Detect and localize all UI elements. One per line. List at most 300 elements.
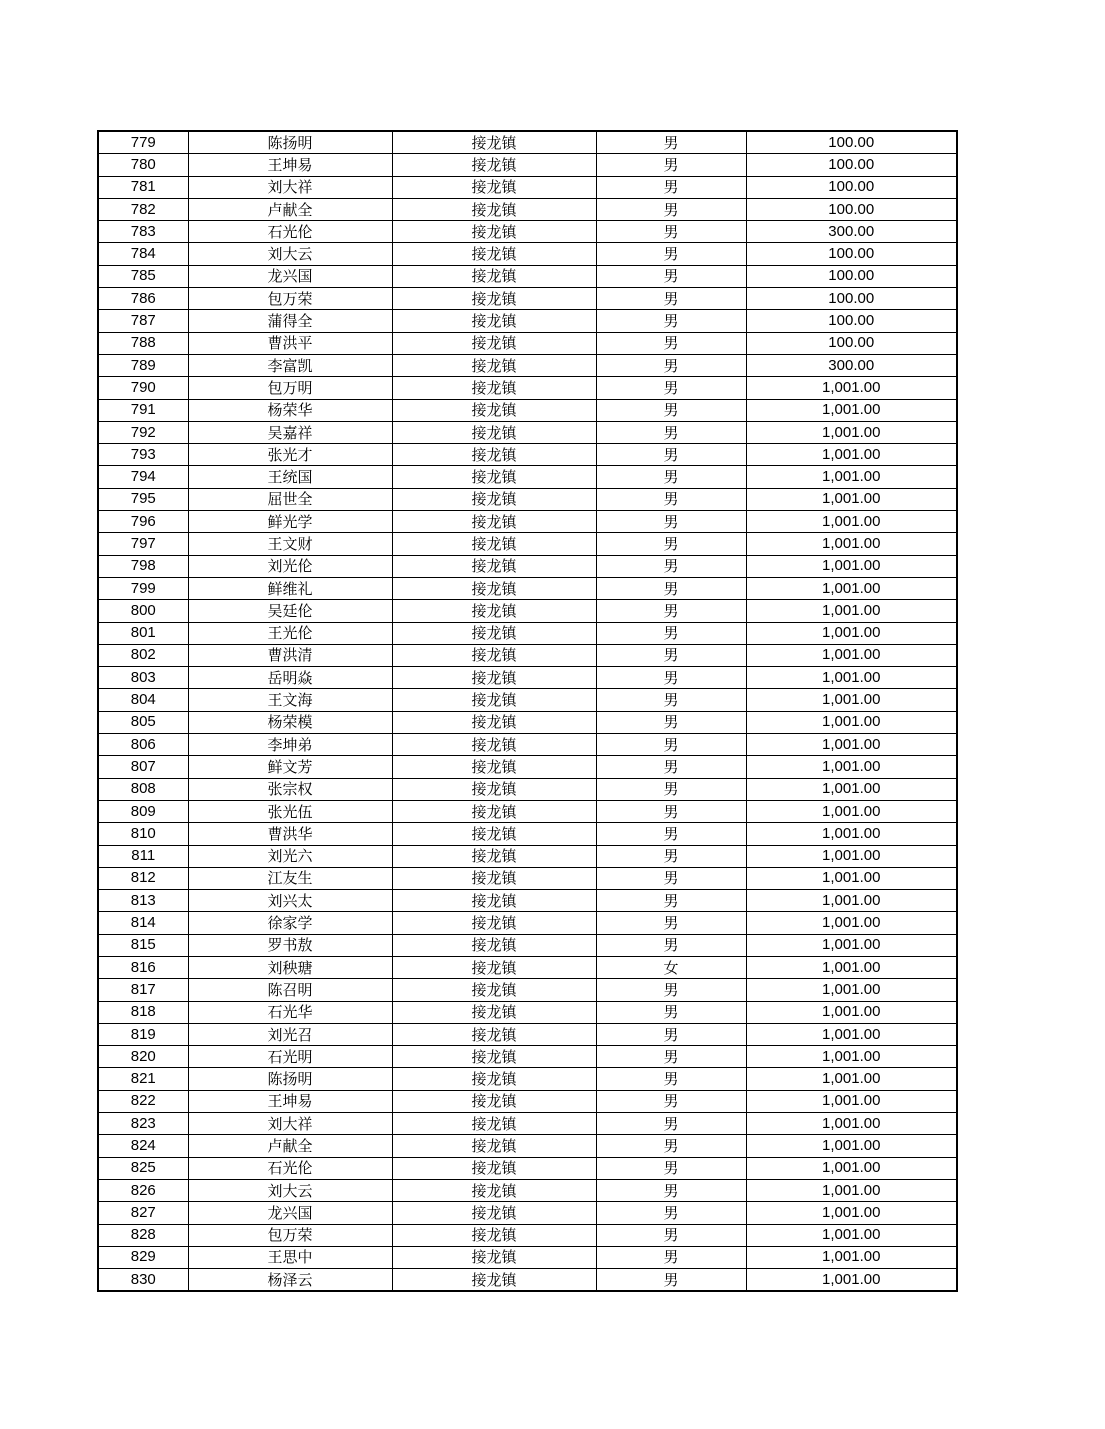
name-cell: 张光才 — [188, 444, 392, 466]
gender-cell: 男 — [596, 377, 746, 399]
serial-number-cell: 813 — [98, 890, 188, 912]
town-cell: 接龙镇 — [392, 332, 596, 354]
amount-cell: 100.00 — [746, 332, 957, 354]
serial-number-cell: 806 — [98, 734, 188, 756]
table-row — [98, 934, 957, 956]
amount-cell: 1,001.00 — [746, 1269, 957, 1292]
serial-number-cell: 804 — [98, 689, 188, 711]
town-cell: 接龙镇 — [392, 1224, 596, 1246]
name-cell: 石光华 — [188, 1001, 392, 1023]
table-row — [98, 979, 957, 1001]
town-cell: 接龙镇 — [392, 1202, 596, 1224]
name-cell: 卢献全 — [188, 198, 392, 220]
serial-number-cell: 783 — [98, 221, 188, 243]
gender-cell: 男 — [596, 734, 746, 756]
gender-cell: 男 — [596, 756, 746, 778]
name-cell: 杨泽云 — [188, 1269, 392, 1292]
town-cell: 接龙镇 — [392, 734, 596, 756]
gender-cell: 男 — [596, 1068, 746, 1090]
name-cell: 刘光召 — [188, 1023, 392, 1045]
gender-cell: 男 — [596, 555, 746, 577]
town-cell: 接龙镇 — [392, 577, 596, 599]
table-row — [98, 667, 957, 689]
amount-cell: 1,001.00 — [746, 689, 957, 711]
town-cell: 接龙镇 — [392, 600, 596, 622]
amount-cell: 1,001.00 — [746, 1090, 957, 1112]
serial-number-cell: 823 — [98, 1113, 188, 1135]
serial-number-cell: 820 — [98, 1046, 188, 1068]
name-cell: 陈扬明 — [188, 131, 392, 154]
amount-cell: 1,001.00 — [746, 1157, 957, 1179]
name-cell: 包万明 — [188, 377, 392, 399]
town-cell: 接龙镇 — [392, 511, 596, 533]
name-cell: 曹洪清 — [188, 644, 392, 666]
amount-cell: 100.00 — [746, 243, 957, 265]
gender-cell: 男 — [596, 1157, 746, 1179]
town-cell: 接龙镇 — [392, 1068, 596, 1090]
serial-number-cell: 799 — [98, 577, 188, 599]
amount-cell: 100.00 — [746, 131, 957, 154]
serial-number-cell: 812 — [98, 867, 188, 889]
amount-cell: 1,001.00 — [746, 444, 957, 466]
name-cell: 吴廷伦 — [188, 600, 392, 622]
serial-number-cell: 800 — [98, 600, 188, 622]
table-row — [98, 354, 957, 376]
amount-cell: 1,001.00 — [746, 711, 957, 733]
name-cell: 包万荣 — [188, 1224, 392, 1246]
town-cell: 接龙镇 — [392, 154, 596, 176]
name-cell: 徐家学 — [188, 912, 392, 934]
serial-number-cell: 826 — [98, 1179, 188, 1201]
name-cell: 王文财 — [188, 533, 392, 555]
table-row — [98, 912, 957, 934]
gender-cell: 男 — [596, 1046, 746, 1068]
gender-cell: 男 — [596, 310, 746, 332]
table-row — [98, 466, 957, 488]
town-cell: 接龙镇 — [392, 533, 596, 555]
name-cell: 岳明焱 — [188, 667, 392, 689]
gender-cell: 男 — [596, 354, 746, 376]
table-row — [98, 288, 957, 310]
serial-number-cell: 781 — [98, 176, 188, 198]
town-cell: 接龙镇 — [392, 867, 596, 889]
amount-cell: 1,001.00 — [746, 912, 957, 934]
name-cell: 曹洪平 — [188, 332, 392, 354]
town-cell: 接龙镇 — [392, 756, 596, 778]
serial-number-cell: 822 — [98, 1090, 188, 1112]
amount-cell: 1,001.00 — [746, 756, 957, 778]
town-cell: 接龙镇 — [392, 1046, 596, 1068]
serial-number-cell: 798 — [98, 555, 188, 577]
town-cell: 接龙镇 — [392, 1179, 596, 1201]
table-row — [98, 1246, 957, 1268]
table-row — [98, 644, 957, 666]
serial-number-cell: 801 — [98, 622, 188, 644]
name-cell: 李坤弟 — [188, 734, 392, 756]
town-cell: 接龙镇 — [392, 890, 596, 912]
town-cell: 接龙镇 — [392, 243, 596, 265]
town-cell: 接龙镇 — [392, 667, 596, 689]
serial-number-cell: 779 — [98, 131, 188, 154]
serial-number-cell: 785 — [98, 265, 188, 287]
town-cell: 接龙镇 — [392, 823, 596, 845]
amount-cell: 100.00 — [746, 288, 957, 310]
table-row — [98, 332, 957, 354]
gender-cell: 男 — [596, 176, 746, 198]
amount-cell: 1,001.00 — [746, 956, 957, 978]
town-cell: 接龙镇 — [392, 622, 596, 644]
table-row — [98, 176, 957, 198]
amount-cell: 1,001.00 — [746, 555, 957, 577]
town-cell: 接龙镇 — [392, 198, 596, 220]
serial-number-cell: 796 — [98, 511, 188, 533]
gender-cell: 男 — [596, 867, 746, 889]
table-row — [98, 734, 957, 756]
town-cell: 接龙镇 — [392, 979, 596, 1001]
name-cell: 鲜文芳 — [188, 756, 392, 778]
amount-cell: 1,001.00 — [746, 845, 957, 867]
serial-number-cell: 815 — [98, 934, 188, 956]
amount-cell: 1,001.00 — [746, 1068, 957, 1090]
name-cell: 刘秧瑭 — [188, 956, 392, 978]
serial-number-cell: 792 — [98, 421, 188, 443]
town-cell: 接龙镇 — [392, 1090, 596, 1112]
serial-number-cell: 809 — [98, 800, 188, 822]
amount-cell: 1,001.00 — [746, 600, 957, 622]
town-cell: 接龙镇 — [392, 912, 596, 934]
amount-cell: 1,001.00 — [746, 622, 957, 644]
name-cell: 卢献全 — [188, 1135, 392, 1157]
gender-cell: 男 — [596, 332, 746, 354]
name-cell: 刘光伦 — [188, 555, 392, 577]
amount-cell: 100.00 — [746, 198, 957, 220]
serial-number-cell: 788 — [98, 332, 188, 354]
gender-cell: 男 — [596, 1179, 746, 1201]
serial-number-cell: 830 — [98, 1269, 188, 1292]
gender-cell: 男 — [596, 711, 746, 733]
town-cell: 接龙镇 — [392, 488, 596, 510]
serial-number-cell: 808 — [98, 778, 188, 800]
gender-cell: 男 — [596, 243, 746, 265]
amount-cell: 1,001.00 — [746, 1202, 957, 1224]
serial-number-cell: 805 — [98, 711, 188, 733]
table-row — [98, 867, 957, 889]
amount-cell: 1,001.00 — [746, 1001, 957, 1023]
amount-cell: 1,001.00 — [746, 577, 957, 599]
amount-cell: 1,001.00 — [746, 890, 957, 912]
table-row — [98, 377, 957, 399]
amount-cell: 1,001.00 — [746, 533, 957, 555]
table-row — [98, 1090, 957, 1112]
serial-number-cell: 819 — [98, 1023, 188, 1045]
amount-cell: 1,001.00 — [746, 1023, 957, 1045]
amount-cell: 1,001.00 — [746, 644, 957, 666]
amount-cell: 1,001.00 — [746, 778, 957, 800]
table-row — [98, 310, 957, 332]
name-cell: 曹洪华 — [188, 823, 392, 845]
serial-number-cell: 802 — [98, 644, 188, 666]
name-cell: 罗书敖 — [188, 934, 392, 956]
table-row — [98, 131, 957, 154]
table-row — [98, 243, 957, 265]
name-cell: 包万荣 — [188, 288, 392, 310]
table-row — [98, 778, 957, 800]
table-row — [98, 421, 957, 443]
gender-cell: 男 — [596, 1001, 746, 1023]
name-cell: 石光明 — [188, 1046, 392, 1068]
serial-number-cell: 786 — [98, 288, 188, 310]
table-row — [98, 488, 957, 510]
serial-number-cell: 811 — [98, 845, 188, 867]
name-cell: 屈世全 — [188, 488, 392, 510]
gender-cell: 男 — [596, 912, 746, 934]
gender-cell: 男 — [596, 689, 746, 711]
gender-cell: 男 — [596, 154, 746, 176]
serial-number-cell: 789 — [98, 354, 188, 376]
serial-number-cell: 817 — [98, 979, 188, 1001]
gender-cell: 男 — [596, 778, 746, 800]
gender-cell: 男 — [596, 1023, 746, 1045]
name-cell: 王坤易 — [188, 154, 392, 176]
gender-cell: 男 — [596, 198, 746, 220]
gender-cell: 男 — [596, 934, 746, 956]
amount-cell: 1,001.00 — [746, 1246, 957, 1268]
amount-cell: 1,001.00 — [746, 1224, 957, 1246]
name-cell: 王统国 — [188, 466, 392, 488]
table-row — [98, 756, 957, 778]
amount-cell: 1,001.00 — [746, 1046, 957, 1068]
gender-cell: 男 — [596, 1246, 746, 1268]
serial-number-cell: 782 — [98, 198, 188, 220]
serial-number-cell: 824 — [98, 1135, 188, 1157]
serial-number-cell: 784 — [98, 243, 188, 265]
gender-cell: 男 — [596, 221, 746, 243]
town-cell: 接龙镇 — [392, 778, 596, 800]
town-cell: 接龙镇 — [392, 555, 596, 577]
table-row — [98, 399, 957, 421]
gender-cell: 男 — [596, 800, 746, 822]
gender-cell: 男 — [596, 1269, 746, 1292]
town-cell: 接龙镇 — [392, 644, 596, 666]
name-cell: 刘兴太 — [188, 890, 392, 912]
table-row — [98, 1224, 957, 1246]
name-cell: 杨荣模 — [188, 711, 392, 733]
amount-cell: 1,001.00 — [746, 867, 957, 889]
town-cell: 接龙镇 — [392, 176, 596, 198]
amount-cell: 1,001.00 — [746, 1135, 957, 1157]
amount-cell: 300.00 — [746, 221, 957, 243]
serial-number-cell: 790 — [98, 377, 188, 399]
gender-cell: 男 — [596, 823, 746, 845]
serial-number-cell: 794 — [98, 466, 188, 488]
gender-cell: 男 — [596, 1202, 746, 1224]
name-cell: 杨荣华 — [188, 399, 392, 421]
town-cell: 接龙镇 — [392, 466, 596, 488]
table-body — [98, 131, 957, 1291]
serial-number-cell: 816 — [98, 956, 188, 978]
table-row — [98, 823, 957, 845]
town-cell: 接龙镇 — [392, 421, 596, 443]
serial-number-cell: 791 — [98, 399, 188, 421]
serial-number-cell: 793 — [98, 444, 188, 466]
serial-number-cell: 797 — [98, 533, 188, 555]
town-cell: 接龙镇 — [392, 956, 596, 978]
name-cell: 张光伍 — [188, 800, 392, 822]
gender-cell: 男 — [596, 444, 746, 466]
table-row — [98, 845, 957, 867]
table-row — [98, 555, 957, 577]
serial-number-cell: 787 — [98, 310, 188, 332]
town-cell: 接龙镇 — [392, 354, 596, 376]
town-cell: 接龙镇 — [392, 845, 596, 867]
data-table — [97, 130, 958, 1292]
serial-number-cell: 821 — [98, 1068, 188, 1090]
gender-cell: 男 — [596, 667, 746, 689]
name-cell: 李富凯 — [188, 354, 392, 376]
table-row — [98, 1179, 957, 1201]
town-cell: 接龙镇 — [392, 1269, 596, 1292]
serial-number-cell: 829 — [98, 1246, 188, 1268]
table-row — [98, 221, 957, 243]
gender-cell: 男 — [596, 644, 746, 666]
amount-cell: 1,001.00 — [746, 823, 957, 845]
town-cell: 接龙镇 — [392, 1113, 596, 1135]
name-cell: 刘大祥 — [188, 176, 392, 198]
name-cell: 刘光六 — [188, 845, 392, 867]
gender-cell: 男 — [596, 288, 746, 310]
table-row — [98, 1046, 957, 1068]
amount-cell: 1,001.00 — [746, 734, 957, 756]
gender-cell: 男 — [596, 577, 746, 599]
table-row — [98, 1157, 957, 1179]
table-row — [98, 154, 957, 176]
town-cell: 接龙镇 — [392, 444, 596, 466]
table-row — [98, 711, 957, 733]
name-cell: 石光伦 — [188, 1157, 392, 1179]
gender-cell: 男 — [596, 488, 746, 510]
town-cell: 接龙镇 — [392, 1246, 596, 1268]
gender-cell: 男 — [596, 1135, 746, 1157]
serial-number-cell: 825 — [98, 1157, 188, 1179]
amount-cell: 1,001.00 — [746, 399, 957, 421]
name-cell: 龙兴国 — [188, 265, 392, 287]
name-cell: 王文海 — [188, 689, 392, 711]
town-cell: 接龙镇 — [392, 265, 596, 287]
gender-cell: 男 — [596, 466, 746, 488]
gender-cell: 男 — [596, 979, 746, 1001]
name-cell: 刘大云 — [188, 243, 392, 265]
gender-cell: 女 — [596, 956, 746, 978]
table-row — [98, 800, 957, 822]
table-row — [98, 577, 957, 599]
name-cell: 陈扬明 — [188, 1068, 392, 1090]
gender-cell: 男 — [596, 131, 746, 154]
gender-cell: 男 — [596, 890, 746, 912]
town-cell: 接龙镇 — [392, 800, 596, 822]
gender-cell: 男 — [596, 421, 746, 443]
name-cell: 鲜维礼 — [188, 577, 392, 599]
name-cell: 王思中 — [188, 1246, 392, 1268]
serial-number-cell: 780 — [98, 154, 188, 176]
gender-cell: 男 — [596, 1224, 746, 1246]
town-cell: 接龙镇 — [392, 934, 596, 956]
table-row — [98, 1068, 957, 1090]
name-cell: 刘大云 — [188, 1179, 392, 1201]
amount-cell: 1,001.00 — [746, 377, 957, 399]
table-row — [98, 1113, 957, 1135]
town-cell: 接龙镇 — [392, 377, 596, 399]
table-row — [98, 1001, 957, 1023]
table-row — [98, 1023, 957, 1045]
table-row — [98, 890, 957, 912]
serial-number-cell: 827 — [98, 1202, 188, 1224]
gender-cell: 男 — [596, 265, 746, 287]
amount-cell: 300.00 — [746, 354, 957, 376]
town-cell: 接龙镇 — [392, 131, 596, 154]
name-cell: 吴嘉祥 — [188, 421, 392, 443]
name-cell: 陈召明 — [188, 979, 392, 1001]
table-row — [98, 956, 957, 978]
town-cell: 接龙镇 — [392, 221, 596, 243]
town-cell: 接龙镇 — [392, 1001, 596, 1023]
name-cell: 石光伦 — [188, 221, 392, 243]
amount-cell: 100.00 — [746, 265, 957, 287]
amount-cell: 1,001.00 — [746, 800, 957, 822]
name-cell: 刘大祥 — [188, 1113, 392, 1135]
gender-cell: 男 — [596, 845, 746, 867]
town-cell: 接龙镇 — [392, 1135, 596, 1157]
serial-number-cell: 810 — [98, 823, 188, 845]
serial-number-cell: 828 — [98, 1224, 188, 1246]
town-cell: 接龙镇 — [392, 310, 596, 332]
serial-number-cell: 795 — [98, 488, 188, 510]
serial-number-cell: 814 — [98, 912, 188, 934]
table-row — [98, 689, 957, 711]
town-cell: 接龙镇 — [392, 711, 596, 733]
table-row — [98, 198, 957, 220]
gender-cell: 男 — [596, 399, 746, 421]
amount-cell: 1,001.00 — [746, 511, 957, 533]
name-cell: 王坤易 — [188, 1090, 392, 1112]
amount-cell: 100.00 — [746, 310, 957, 332]
table-row — [98, 265, 957, 287]
town-cell: 接龙镇 — [392, 288, 596, 310]
table-row — [98, 1202, 957, 1224]
amount-cell: 1,001.00 — [746, 1179, 957, 1201]
table-row — [98, 533, 957, 555]
table-row — [98, 1135, 957, 1157]
gender-cell: 男 — [596, 600, 746, 622]
amount-cell: 1,001.00 — [746, 1113, 957, 1135]
town-cell: 接龙镇 — [392, 1023, 596, 1045]
table-row — [98, 600, 957, 622]
name-cell: 鲜光学 — [188, 511, 392, 533]
gender-cell: 男 — [596, 511, 746, 533]
name-cell: 蒲得全 — [188, 310, 392, 332]
serial-number-cell: 807 — [98, 756, 188, 778]
town-cell: 接龙镇 — [392, 689, 596, 711]
town-cell: 接龙镇 — [392, 399, 596, 421]
serial-number-cell: 803 — [98, 667, 188, 689]
name-cell: 江友生 — [188, 867, 392, 889]
gender-cell: 男 — [596, 533, 746, 555]
amount-cell: 1,001.00 — [746, 934, 957, 956]
amount-cell: 1,001.00 — [746, 466, 957, 488]
gender-cell: 男 — [596, 1090, 746, 1112]
gender-cell: 男 — [596, 622, 746, 644]
table-row — [98, 511, 957, 533]
name-cell: 张宗权 — [188, 778, 392, 800]
